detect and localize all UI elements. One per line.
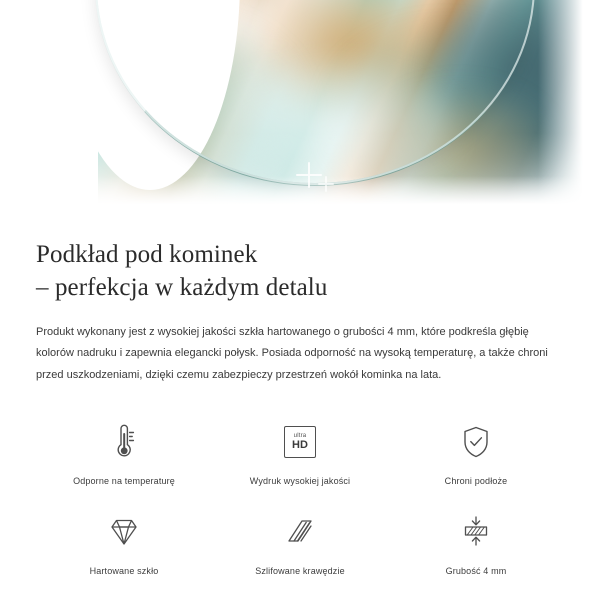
thickness-arrows-icon [458, 510, 494, 554]
feature-item-thickness [388, 502, 564, 582]
page-title [36, 238, 564, 304]
polished-edges-icon [281, 510, 319, 554]
ultra-hd-icon [284, 420, 316, 464]
feature-label: Szlifowane krawędzie [255, 566, 345, 577]
feature-label: Wydruk wysokiej jakości [249, 476, 351, 487]
feature-item-print-quality [212, 412, 388, 492]
feature-grid [36, 412, 564, 582]
description-paragraph: Produkt wykonany jest z wysokiej jakości szkła hartowanego o grubości 4 mm, które podkreśla głębię kolorów nadruku i zapewnia elegancki połysk. Posiada odporność na wysoką temperaturę, a także chroni przed uszkodzeniami, dzięki czemu zabezpieczy przestrzeń wokół kominka na lata. [36, 326, 548, 381]
feature-label: Chroni podłoże [444, 476, 508, 487]
diamond-icon [105, 510, 143, 554]
ultra-hd-badge-top: ultra [293, 433, 307, 440]
feature-label: Hartowane szkło [89, 566, 159, 577]
headline-line-1: Podkład pod kominek [36, 241, 258, 268]
feature-item-temperature [36, 412, 212, 492]
thermometer-icon [107, 420, 141, 464]
shield-check-icon [459, 420, 493, 464]
feature-item-tempered-glass [36, 502, 212, 582]
hero-image [0, 0, 600, 222]
feature-item-surface-protection [388, 412, 564, 492]
headline-line-2: – perfekcja w każdym detalu [36, 274, 328, 301]
feature-label: Grubość 4 mm [445, 566, 507, 577]
content-area [0, 238, 600, 582]
feature-label: Odporne na temperaturę [73, 476, 175, 487]
feature-item-polished-edges [212, 502, 388, 582]
hero-bottom-fade [0, 176, 600, 222]
ultra-hd-badge-bottom: HD [292, 439, 308, 452]
